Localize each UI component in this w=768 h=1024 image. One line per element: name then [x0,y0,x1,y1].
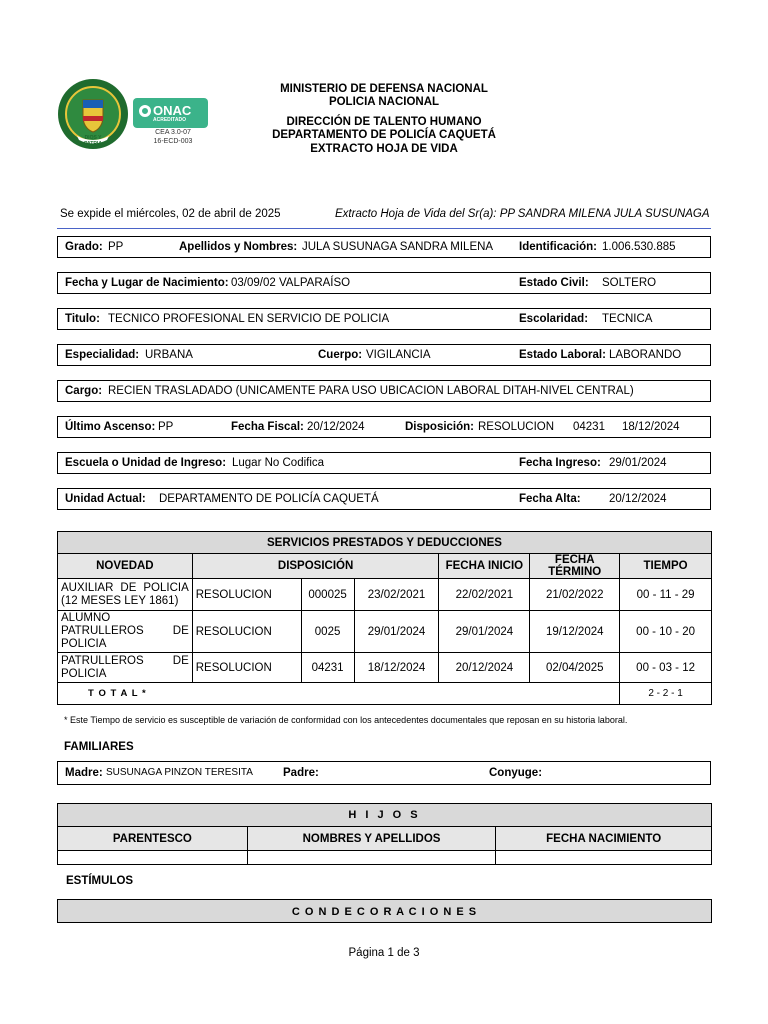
issue-underline [57,228,711,229]
table-row [58,579,712,611]
escuela-value: Lugar No Codifica [232,457,325,469]
termino-cell: 02/04/2025 [530,653,620,683]
conyuge-label: Conyuge: [489,767,543,779]
header-line-5: EXTRACTO HOJA DE VIDA [310,143,458,155]
titulo-value: TECNICO PROFESIONAL EN SERVICIO DE POLICIA [108,313,390,325]
tipo-cell: RESOLUCION [192,579,301,611]
tiempo-cell: 00 - 11 - 29 [620,579,712,611]
dispo-value: RESOLUCION [478,421,555,433]
onac-sub: ACREDITADO [153,117,186,123]
termino-cell: 21/02/2022 [530,579,620,611]
servicios-title: SERVICIOS PRESTADOS Y DEDUCCIONES [58,532,712,554]
civil-value: SOLTERO [602,277,657,289]
tiempo-cell: 00 - 03 - 12 [620,653,712,683]
cuerpo-label: Cuerpo: [318,349,363,361]
num-cell: 000025 [301,579,354,611]
crest-motto: DIOS Y PATRIA [84,135,102,147]
novedad-cell: AUXILIAR DE POLICIA (12 MESES LEY 1861) [58,579,193,611]
header-line-4: DEPARTAMENTO DE POLICÍA CAQUETÁ [272,129,496,141]
cargo-value: RECIEN TRASLADADO (UNICAMENTE PARA USO UBICACION LABORAL DITAH-NIVEL CENTRAL) [108,385,634,397]
unidad-value: DEPARTAMENTO DE POLICÍA CAQUETÁ [159,493,379,505]
nombres-value: JULA SUSUNAGA SANDRA MILENA [302,241,494,253]
hijos-title: H I J O S [58,804,712,827]
dispo-num: 04231 [573,421,605,433]
num-cell: 04231 [301,653,354,683]
inicio-cell: 22/02/2021 [439,579,530,611]
cargo-label: Cargo: [65,385,103,397]
ingreso-label: Fecha Ingreso: [519,457,601,469]
total-value: 2 - 2 - 1 [620,683,712,705]
col-tiempo: TIEMPO [620,554,712,579]
madre-value: SUSUNAGA PINZON TERESITA [106,767,253,778]
nombres-label: Apellidos y Nombres: [179,241,298,253]
header-line-3: DIRECCIÓN DE TALENTO HUMANO [286,116,482,128]
escol-value: TECNICA [602,313,653,325]
estimulos-title: ESTÍMULOS [66,875,134,887]
civil-label: Estado Civil: [519,277,589,289]
onac-logo [133,98,208,128]
familiares-title: FAMILIARES [64,741,134,753]
tipo-cell: RESOLUCION [192,611,301,653]
total-label: T O T A L * [58,683,620,705]
nac-label: Fecha y Lugar de Nacimiento: [65,277,229,289]
row-cargo [57,380,711,402]
empty-cell [247,851,496,865]
novedad-cell: PATRULLEROS DE POLICIA [58,653,193,683]
row-nacimiento [57,272,711,294]
dispo-fecha: 18/12/2024 [622,421,680,433]
table-row [58,611,712,653]
alta-label: Fecha Alta: [519,493,581,505]
termino-cell: 19/12/2024 [530,611,620,653]
col-nombres: NOMBRES Y APELLIDOS [247,827,496,851]
ascenso-label: Último Ascenso: [65,421,156,433]
cuerpo-value: VIGILANCIA [366,349,431,361]
extract-for: Extracto Hoja de Vida del Sr(a): PP SANDRA MILENA JULA SUSUNAGA [335,208,710,220]
fiscal-value: 20/12/2024 [307,421,365,433]
row-titulo [57,308,711,330]
unidad-label: Unidad Actual: [65,493,146,505]
onac-code-2: 16-ECD-003 [153,138,193,145]
row-ascenso [57,416,711,438]
laboral-label: Estado Laboral: [519,349,606,361]
row-unidad [57,488,711,510]
servicios-note: * Este Tiempo de servicio es susceptible de variación de conformidad con los antecedentes documentales que reposan en su historia laboral. [64,715,628,725]
titulo-label: Titulo: [65,313,100,325]
alta-value: 20/12/2024 [609,493,667,505]
police-crest-logo [57,78,129,150]
table-row [58,851,712,865]
empty-cell [496,851,712,865]
row-grado [57,236,711,258]
col-disposicion: DISPOSICIÓN [192,554,439,579]
table-row [58,653,712,683]
inicio-cell: 29/01/2024 [439,611,530,653]
ident-value: 1.006.530.885 [602,241,676,253]
col-fecha-inicio: FECHA INICIO [439,554,530,579]
grado-value: PP [108,241,124,253]
condecoraciones-header: C O N D E C O R A C I O N E S [57,899,712,923]
hijos-table [57,803,712,865]
header-line-2: POLICIA NACIONAL [328,96,440,108]
espec-value: URBANA [145,349,193,361]
row-especialidad [57,344,711,366]
servicios-table [57,531,712,705]
row-familiares [57,761,711,785]
col-fecha-nac: FECHA NACIMIENTO [496,827,712,851]
onac-code-1: CEA 3.0-07 [155,129,191,136]
issue-date: Se expide el miércoles, 02 de abril de 2025 [60,208,281,220]
ingreso-value: 29/01/2024 [609,457,667,469]
escol-label: Escolaridad: [519,313,589,325]
fecha-cell: 29/01/2024 [354,611,439,653]
col-fecha-termino: FECHA TÉRMINO [530,554,620,579]
ascenso-value: PP [158,421,174,433]
fiscal-label: Fecha Fiscal: [231,421,304,433]
tipo-cell: RESOLUCION [192,653,301,683]
espec-label: Especialidad: [65,349,140,361]
num-cell: 0025 [301,611,354,653]
escuela-label: Escuela o Unidad de Ingreso: [65,457,227,469]
onac-circle-icon [139,105,151,117]
page-number: Página 1 de 3 [348,947,420,959]
fecha-cell: 23/02/2021 [354,579,439,611]
madre-label: Madre: [65,767,103,779]
ident-label: Identificación: [519,241,597,253]
inicio-cell: 20/12/2024 [439,653,530,683]
padre-label: Padre: [283,767,319,779]
fecha-cell: 18/12/2024 [354,653,439,683]
nac-value: 03/09/02 VALPARAÍSO [231,277,351,289]
empty-cell [58,851,248,865]
col-novedad: NOVEDAD [58,554,193,579]
onac-brand: ONAC [153,103,192,118]
grado-label: Grado: [65,241,103,253]
col-parentesco: PARENTESCO [58,827,248,851]
laboral-value: LABORANDO [609,349,682,361]
row-escuela [57,452,711,474]
header-line-1: MINISTERIO DE DEFENSA NACIONAL [280,83,488,95]
dispo-label: Disposición: [405,421,475,433]
tiempo-cell: 00 - 10 - 20 [620,611,712,653]
novedad-cell: ALUMNO PATRULLEROS DE POLICIA [58,611,193,653]
